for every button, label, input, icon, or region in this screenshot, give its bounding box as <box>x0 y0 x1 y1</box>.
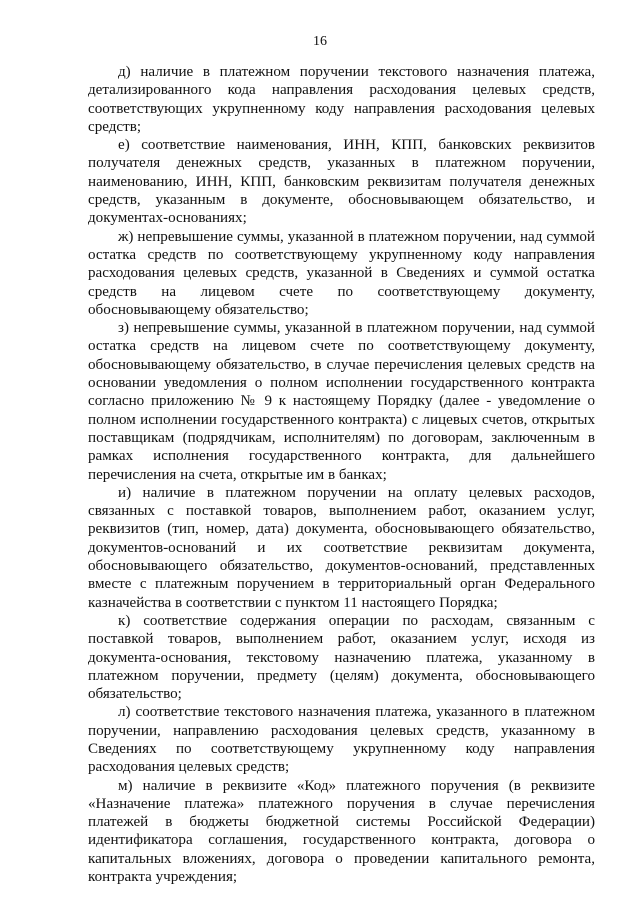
page-number: 16 <box>313 34 327 49</box>
paragraph-e: е) соответствие наименования, ИНН, КПП, банковских реквизитов получателя денежных средств, указанных в платежном поручении, наименованию, ИНН, КПП, банковским реквизитам получателя денежных средств, указанным в документе, обосновывающем обязательство, и документах-основаниях; <box>88 137 595 227</box>
paragraph-zh: ж) непревышение суммы, указанной в платежном поручении, над суммой остатка средств по соответствующему укрупненному коду направления расходования целевых средств, указанной в Сведениях и суммой остатка средств на лицевом счете по соответствующему документу, обосновывающему обязательство; <box>88 228 595 318</box>
paragraph-i: и) наличие в платежном поручении на оплату целевых расходов, связанных с поставкой товаров, выполнением работ, оказанием услуг, реквизитов (тип, номер, дата) документа, обосновывающего обязательство, документов-оснований и их соответствие реквизитам документа, обосновывающего обязательство, документов-оснований, представленных вместе с платежным поручением в территориальный орган Федерального казначейства в соответствии с пунктом 11 настоящего Порядка; <box>88 484 595 611</box>
paragraph-d: д) наличие в платежном поручении текстового назначения платежа, детализированного кода направления расходования целевых средств, соответствующих укрупненному коду направления расходования целевых средств; <box>88 64 595 135</box>
paragraph-k: к) соответствие содержания операции по расходам, связанным с поставкой товаров, выполнением работ, оказанием услуг, исходя из документа-основания, текстовому назначению платежа, указанному в платежном поручении, предмету (целям) документа, обосновывающего обязательство; <box>88 612 595 703</box>
paragraph-l: л) соответствие текстового назначения платежа, указанного в платежном поручении, направлению расходования целевых средств, указанному в Сведениях по соответствующему укрупненному коду направления расходования целевых средств; <box>88 704 595 776</box>
paragraph-z: з) непревышение суммы, указанной в платежном поручении, над суммой остатка средств на лицевом счете по соответствующему документу, обосновывающему обязательство, в случае перечисления целевых средств на основании уведомления о полном исполнении государственного контракта согласно приложению № 9 к настоящему Порядку (далее - уведомление о полном исполнении государственного контракта) с лицевых счетов, открытых поставщикам (подрядчикам, исполнителям) по договорам, заключенным в рамках исполнения государственного контракта, для дальнейшего перечисления на счета, открытые им в банках; <box>88 320 595 483</box>
document-body <box>88 63 595 886</box>
paragraph-m: м) наличие в реквизите «Код» платежного поручения (в реквизите «Назначение платежа» платежного поручения в случае перечисления платежей в бюджеты бюджетной системы Российской Федерации) идентификатора соглашения, государственного контракта, договора о капитальных вложениях, договора о проведении капитального ремонта, контракта учреждения; <box>88 777 595 886</box>
